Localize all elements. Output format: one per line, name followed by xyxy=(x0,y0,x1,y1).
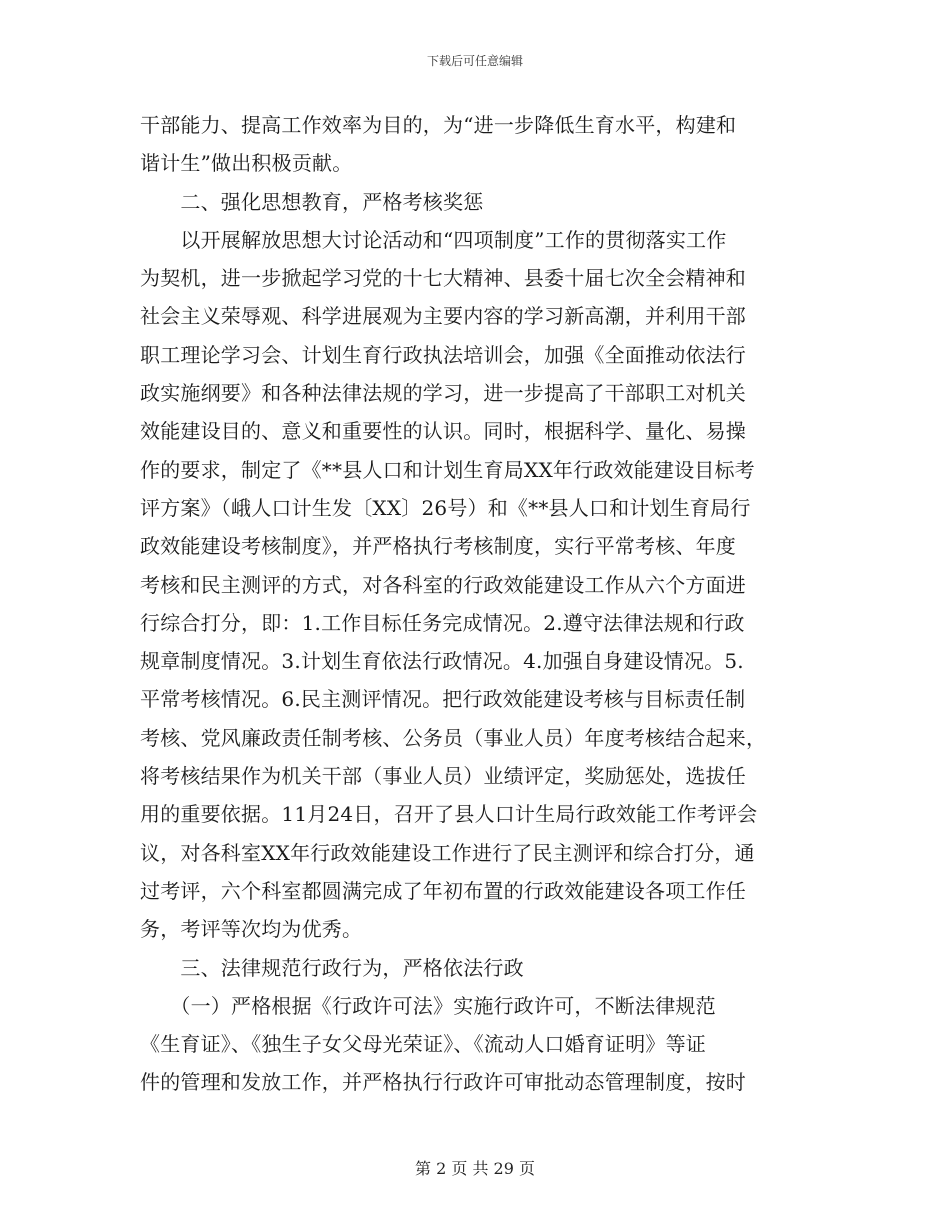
text-line: 效能建设目的、意义和重要性的认识。同时，根据科学、量化、易操 xyxy=(140,419,746,444)
text-line: 件的管理和发放工作，并严格执行行政许可审批动态管理制度，按时 xyxy=(140,1070,746,1095)
page-header: 下载后可任意编辑 xyxy=(426,54,523,68)
text-line: 考核、党风廉政责任制考核、公务员（事业人员）年度考核结合起来， xyxy=(140,725,767,750)
text-line: 干部能力、提高工作效率为目的，为“进一步降低生育水平，构建和 xyxy=(140,113,737,137)
text-line: 过考评，六个科室都圆满完成了年初布置的行政效能建设各项工作任 xyxy=(140,878,746,903)
text-line: 务，考评等次均为优秀。 xyxy=(140,917,363,942)
text-line: 职工理论学习会、计划生育行政执法培训会，加强《全面推动依法行 xyxy=(140,342,746,367)
text-line: 行综合打分，即：1.工作目标任务完成情况。2.遵守法律法规和行政 xyxy=(140,610,745,635)
page-number: 第 2 页 共 29 页 xyxy=(415,1159,535,1178)
text-line: 平常考核情况。6.民主测评情况。把行政效能建设考核与目标责任制 xyxy=(140,687,746,712)
text-line: 作的要求，制定了《**县人口和计划生育局XX年行政效能建设目标考 xyxy=(140,457,755,482)
text-line: 评方案》（峨人口计生发〔XX〕26号）和《**县人口和计划生育局行 xyxy=(140,495,751,520)
text-line: （一）严格根据《行政许可法》实施行政许可，不断法律规范 xyxy=(140,993,716,1018)
section-heading: 二、强化思想教育，严格考核奖惩 xyxy=(140,189,484,214)
text-line: 考核和民主测评的方式，对各科室的行政效能建设工作从六个方面进 xyxy=(140,572,746,597)
text-line: 规章制度情况。3.计划生育依法行政情况。4.加强自身建设情况。5. xyxy=(140,649,744,674)
text-line: 政实施纲要》和各种法律法规的学习，进一步提高了干部职工对机关 xyxy=(140,381,746,406)
text-line: 用的重要依据。11月24日，召开了县人口计生局行政效能工作考评会 xyxy=(140,802,758,827)
document-body xyxy=(140,106,820,1102)
section-heading: 三、法律规范行政行为，严格依法行政 xyxy=(140,955,524,980)
text-line: 谐计生”做出积极贡献。 xyxy=(140,151,353,176)
text-line: 《生育证》、《独生子女父母光荣证》、《流动人口婚育证明》等证 xyxy=(140,1032,706,1057)
text-line: 将考核结果作为机关干部（事业人员）业绩评定，奖励惩处，选拔任 xyxy=(140,764,746,789)
text-line: 为契机，进一步掀起学习党的十七大精神、县委十届七次全会精神和 xyxy=(140,266,746,291)
text-line: 社会主义荣辱观、科学进展观为主要内容的学习新高潮，并利用干部 xyxy=(140,304,746,329)
text-line: 政效能建设考核制度》，并严格执行考核制度，实行平常考核、年度 xyxy=(140,534,736,559)
text-line: 以开展解放思想大讨论活动和“四项制度”工作的贯彻落实工作 xyxy=(140,227,727,252)
text-line: 议，对各科室XX年行政效能建设工作进行了民主测评和综合打分，通 xyxy=(140,840,755,865)
